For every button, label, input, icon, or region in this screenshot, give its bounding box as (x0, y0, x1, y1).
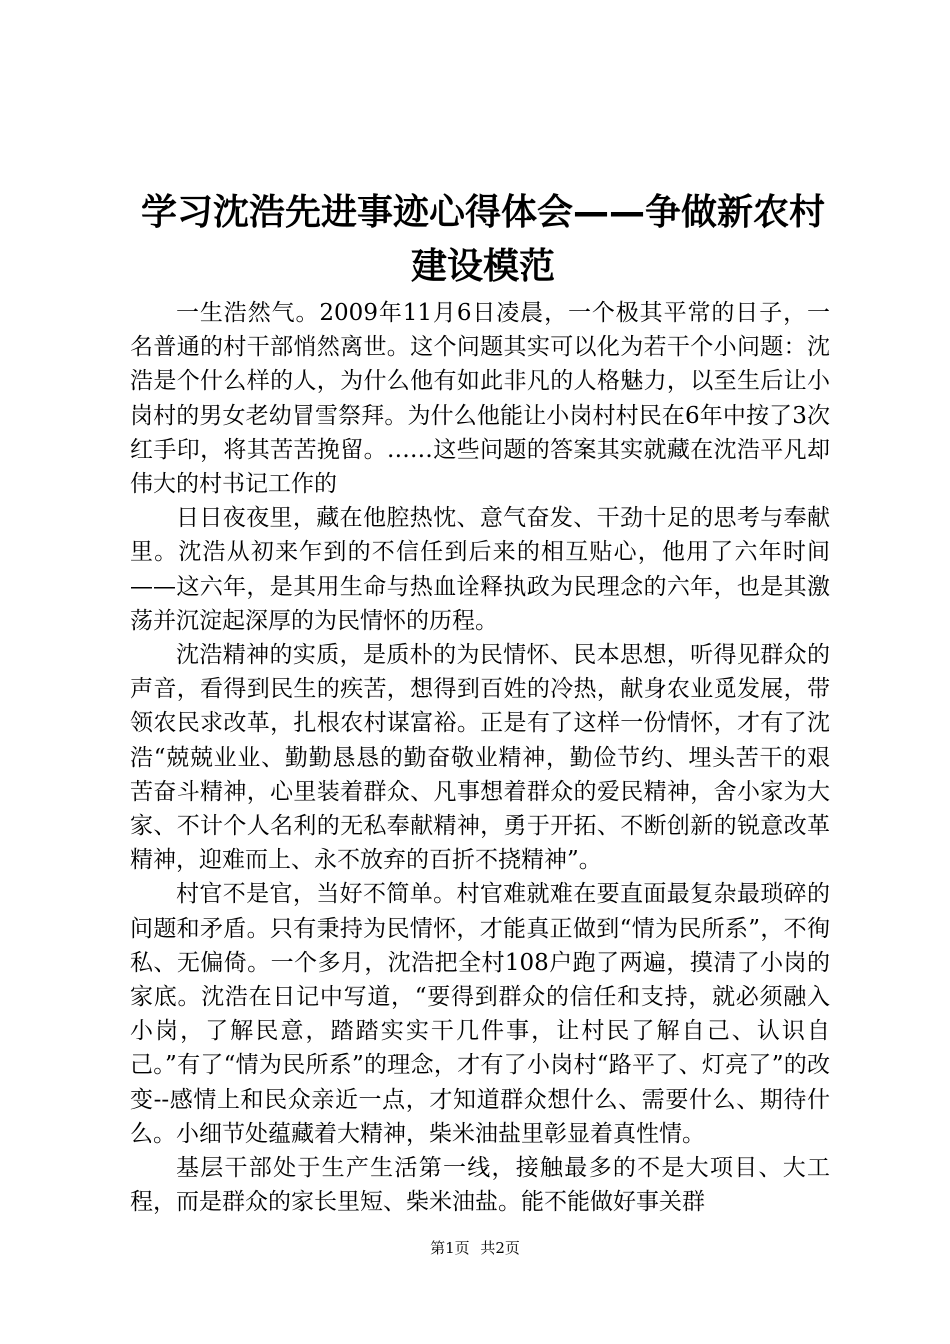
paragraph: 沈浩精神的实质，是质朴的为民情怀、民本思想，听得见群众的声音，看得到民生的疾苦，想得到百姓的冷热，献身农业觅发展，带领农民求改革，扎根农村谋富裕。正是有了这样一份情怀，才有了沈浩“兢兢业业、勤勤恳恳的勤奋敬业精神，勤俭节约、埋头苦干的艰苦奋斗精神，心里装着群众、凡事想着群众的爱民精神，舍小家为大家、不计个人名利的无私奉献精神，勇于开拓、不断创新的锐意改革精神，迎难而上、永不放弃的百折不挠精神”。 (130, 642, 830, 874)
page-footer (0, 1238, 950, 1258)
paragraph: 村官不是官，当好不简单。村官难就难在要直面最复杂最琐碎的问题和矛盾。只有秉持为民情怀，才能真正做到“情为民所系”，不徇私、无偏倚。一个多月，沈浩把全村108户跑了两遍，摸清了小岗的家底。沈浩在日记中写道，“要得到群众的信任和支持，就必须融入小岗，了解民意，踏踏实实干几件事，让村民了解自己、认识自己。”有了“情为民所系”的理念，才有了小岗村“路平了、灯亮了”的改变--感情上和民众亲近一点，才知道群众想什么、需要什么、期待什么。小细节处蕴藏着大精神，柴米油盐里彰显着真性情。 (130, 881, 830, 1147)
paragraph: 一生浩然气。2009年11月6日凌晨，一个极其平常的日子，一名普通的村干部悄然离世。这个问题其实可以化为若干个小问题：沈浩是个什么样的人，为什么他有如此非凡的人格魅力，以至生后让小岗村的男女老幼冒雪祭拜。为什么他能让小岗村村民在6年中按了3次红手印，将其苦苦挽留。……这些问题的答案其实就藏在沈浩平凡却伟大的村书记工作的 (130, 300, 830, 498)
page-total: 共2页 (480, 1239, 520, 1257)
document-body (130, 296, 830, 1219)
paragraph: 基层干部处于生产生活第一线，接触最多的不是大项目、大工程，而是群众的家长里短、柴米油盐。能不能做好事关群 (130, 1155, 830, 1216)
paragraph: 日日夜夜里，藏在他腔热忱、意气奋发、干劲十足的思考与奉献里。沈浩从初来乍到的不信任到后来的相互贴心，他用了六年时间——这六年，是其用生命与热血诠释执政为民理念的六年，也是其激荡并沉淀起深厚的为民情怀的历程。 (130, 505, 830, 634)
page-number: 第1页 (430, 1239, 470, 1257)
document-title: 学习沈浩先进事迹心得体会——争做新农村建设模范 (140, 192, 825, 287)
